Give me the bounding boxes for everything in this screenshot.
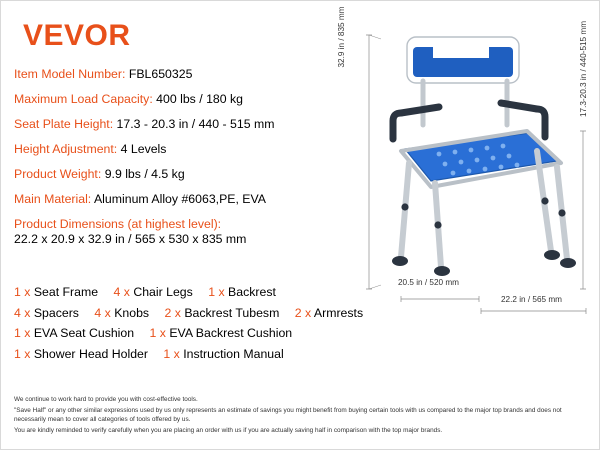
part-name: Shower Head Holder <box>33 346 148 361</box>
spec-row <box>14 217 364 247</box>
spec-row <box>14 167 364 182</box>
part-qty: 2 x <box>164 305 181 320</box>
list-item <box>163 344 283 365</box>
spec-row <box>14 117 364 132</box>
specifications-list <box>14 67 364 257</box>
rubber-feet <box>392 250 576 276</box>
part-name: Armrests <box>313 305 364 320</box>
spec-label: Main Material: <box>14 192 92 206</box>
dimension-width: 22.2 in / 565 mm <box>501 295 562 304</box>
part-qty: 1 x <box>14 346 31 361</box>
dimension-depth: 20.5 in / 520 mm <box>398 278 459 287</box>
footer-disclaimer <box>14 395 589 436</box>
spec-label: Product Weight: <box>14 167 102 181</box>
spec-label: Seat Plate Height: <box>14 117 114 131</box>
part-qty: 4 x <box>113 285 130 299</box>
dimension-seat-height: 17.3-20.3 in / 440-515 mm <box>579 20 588 118</box>
part-qty: 1 x <box>163 346 180 361</box>
list-item <box>295 303 363 324</box>
part-name: Backrest Tubesm <box>184 305 280 320</box>
backrest <box>407 37 519 83</box>
spec-value: 4 Levels <box>120 142 167 156</box>
part-name: Chair Legs <box>133 285 193 299</box>
part-name: EVA Backrest Cushion <box>169 326 293 340</box>
list-item <box>150 323 293 344</box>
parts-line <box>14 282 369 303</box>
spec-row <box>14 92 364 107</box>
spec-value: 22.2 x 20.9 x 32.9 in / 565 x 530 x 835 mm <box>14 232 247 246</box>
list-item <box>165 303 280 324</box>
part-name: Backrest <box>228 285 276 299</box>
spec-label: Item Model Number: <box>14 67 126 81</box>
disclaimer-line: You are kindly reminded to verify carefully when you are placing an order with us if you are actually saving half in comparison with the top major brands. <box>14 426 443 434</box>
list-item <box>14 303 79 324</box>
part-qty: 4 x <box>14 305 31 320</box>
list-item <box>208 282 276 303</box>
spec-label: Product Dimensions (at highest level): <box>14 217 222 231</box>
parts-line <box>14 344 369 365</box>
spec-row <box>14 192 364 207</box>
disclaimer-line: "Save Half" or any other similar expressions used by us only represents an estimate of savings you might benefit from buying certain tools with us compared to the major top brands and does not necessarily mean to cover all categories of tools offered by us. <box>14 406 562 424</box>
part-name: Spacers <box>33 305 79 320</box>
part-qty: 1 x <box>14 285 31 299</box>
part-name: Instruction Manual <box>183 346 284 361</box>
list-item <box>14 344 148 365</box>
part-name: Seat Frame <box>33 285 99 299</box>
parts-line <box>14 323 369 344</box>
backrest-tubes <box>423 81 507 125</box>
spec-value: 400 lbs / 180 kg <box>156 92 243 106</box>
spec-label: Maximum Load Capacity: <box>14 92 153 106</box>
spec-value: FBL650325 <box>128 67 193 81</box>
spec-value: 9.9 lbs / 4.5 kg <box>104 167 185 181</box>
part-qty: 4 x <box>94 305 111 320</box>
spec-row <box>14 142 364 157</box>
shower-chair-illustration <box>361 21 600 321</box>
part-name: Knobs <box>114 305 150 320</box>
dimension-overall-height: 32.9 in / 835 mm <box>337 6 346 68</box>
knobs <box>401 197 565 228</box>
parts-line <box>14 303 369 324</box>
brand-logo: VEVOR <box>23 19 131 52</box>
parts-list <box>14 282 369 364</box>
list-item <box>94 303 149 324</box>
part-name: EVA Seat Cushion <box>33 326 135 340</box>
part-qty: 1 x <box>208 285 225 299</box>
part-qty: 2 x <box>294 305 312 320</box>
list-item <box>114 282 193 303</box>
product-image <box>361 21 600 321</box>
spec-label: Height Adjustment: <box>14 142 118 156</box>
spec-value: Aluminum Alloy #6063,PE, EVA <box>93 192 267 206</box>
list-item <box>14 282 98 303</box>
list-item <box>14 323 134 344</box>
spec-value: 17.3 - 20.3 in / 440 - 515 mm <box>116 117 275 131</box>
spec-row <box>14 67 364 82</box>
part-qty: 1 x <box>149 326 166 340</box>
disclaimer-line: We continue to work hard to provide you with cost-effective tools. <box>14 396 198 403</box>
part-qty: 1 x <box>14 326 31 340</box>
